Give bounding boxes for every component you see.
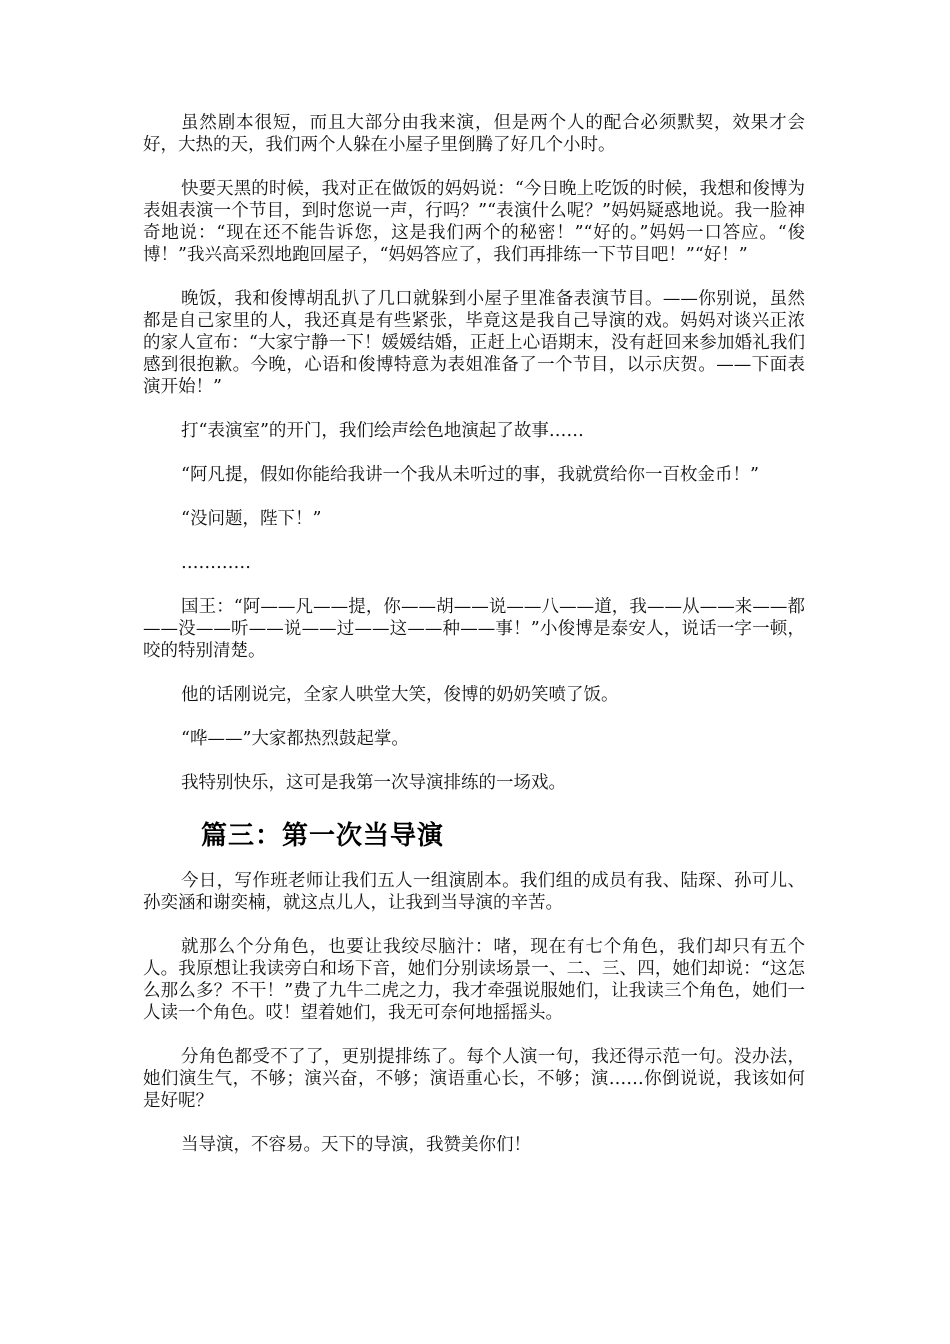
paragraph: “哗——”大家都热烈鼓起掌。 [181,729,409,749]
paragraph: 国王：“阿——凡——提，你——胡——说——八——道，我——从——来——都——没——听——说——过——这——种——事！”小俊博是泰安人，说话一字一顿，咬的特别清楚。 [143,597,805,661]
paragraph: 打“表演室”的开门，我们绘声绘色地演起了故事…… [181,421,584,441]
paragraph: 他的话刚说完，全家人哄堂大笑，俊博的奶奶笑喷了饭。 [181,685,619,705]
paragraph: 分角色都受不了了，更别提排练了。每个人演一句，我还得示范一句。没办法，她们演生气，不够；演兴奋，不够；演语重心长，不够；演……你倒说说，我该如何是好呢？ [143,1047,805,1111]
paragraph: 虽然剧本很短，而且大部分由我来演，但是两个人的配合必须默契，效果才会好，大热的天，我们两个人躲在小屋子里倒腾了好几个小时。 [143,113,805,155]
paragraph: “阿凡提，假如你能给我讲一个我从未听过的事，我就赏给你一百枚金币！” [181,465,759,485]
paragraph: 就那么个分角色，也要让我绞尽脑汁：啫，现在有七个角色，我们却只有五个人。我原想让我读旁白和场下音，她们分别读场景一、二、三、四，她们却说：“这怎么那么多？不干！”费了九牛二虎之力，我才牵强说服她们，让我读三个角色，她们一人读一个角色。哎！望着她们，我无可奈何地摇摇头。 [143,937,805,1023]
paragraph: 晚饭，我和俊博胡乱扒了几口就躲到小屋子里准备表演节目。——你别说，虽然都是自己家里的人，我还真是有些紧张，毕竟这是我自己导演的戏。妈妈对谈兴正浓的家人宣布：“大家宁静一下！媛媛结婚，正赶上心语期末，没有赶回来参加婚礼我们感到很抱歉。今晚，心语和俊博特意为表姐准备了一个节目，以示庆贺。——下面表演开始！” [143,289,805,397]
paragraph: 我特别快乐，这可是我第一次导演排练的一场戏。 [181,773,566,793]
paragraph: ………… [181,553,251,573]
section-title: 篇三：第一次当导演 [201,821,445,851]
paragraph: 今日，写作班老师让我们五人一组演剧本。我们组的成员有我、陆琛、孙可儿、孙奕涵和谢奕楠，就这点儿人，让我到当导演的辛苦。 [143,871,805,913]
paragraph: 快要天黑的时候，我对正在做饭的妈妈说：“今日晚上吃饭的时候，我想和俊博为表姐表演一个节目，到时您说一声，行吗？”“表演什么呢？”妈妈疑惑地说。我一脸神奇地说：“现在还不能告诉您，这是我们两个的秘密！”“好的。”妈妈一口答应。“俊博！”我兴高采烈地跑回屋子，“妈妈答应了，我们再排练一下节目吧！”“好！” [143,179,805,265]
paragraph: 当导演，不容易。天下的导演，我赞美你们！ [181,1135,531,1155]
document-page [143,112,805,1178]
paragraph: “没问题，陛下！” [181,509,322,529]
